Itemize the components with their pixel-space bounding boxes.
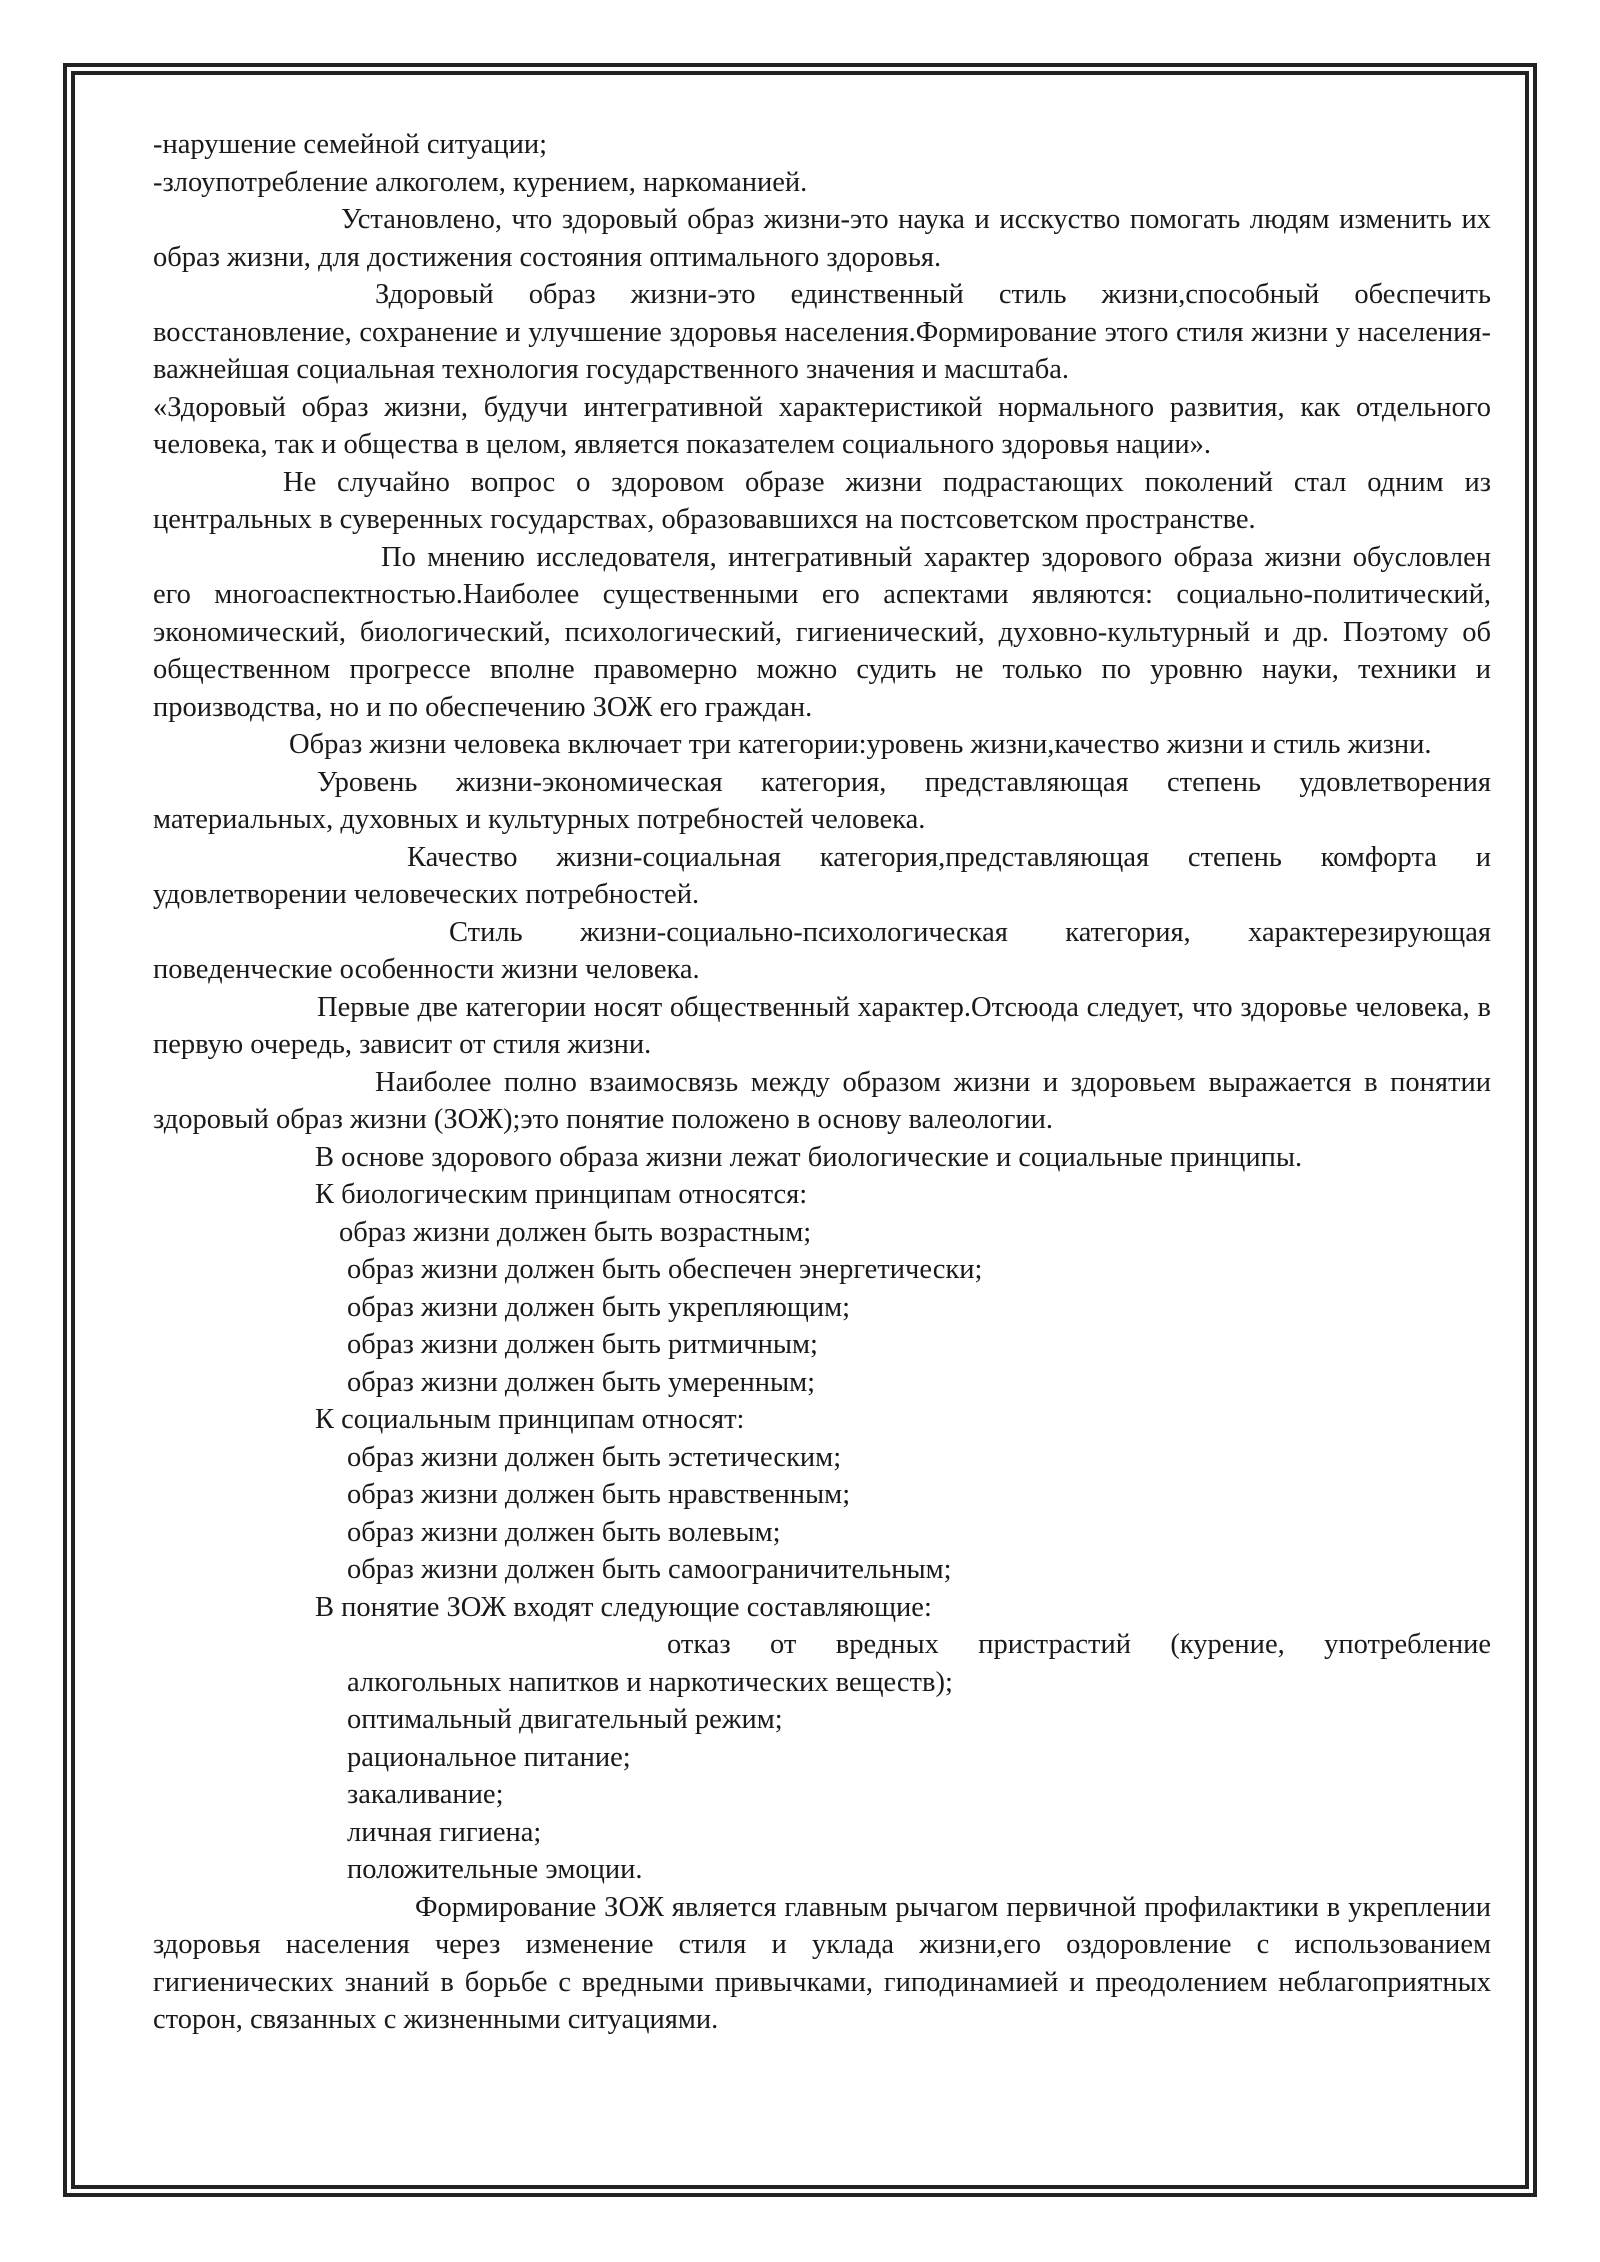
list-item: образ жизни должен быть возрастным;	[339, 1216, 812, 1248]
list-item: образ жизни должен быть умеренным;	[347, 1366, 816, 1398]
list-item: образ жизни должен быть нравственным;	[347, 1479, 851, 1510]
list-item: образ жизни должен быть самоограничительным;	[347, 1554, 952, 1585]
list-item: отказ от вредных пристрастий (курение, употребление алкогольных напитков и наркотических веществ);	[347, 1629, 1491, 1698]
list-item: образ жизни должен быть ритмичным;	[347, 1329, 818, 1360]
list-item: положительные эмоции.	[347, 1854, 643, 1885]
list-item: рациональное питание;	[347, 1741, 631, 1773]
paragraph-quote: «Здоровый образ жизни, будучи интегративной характеристикой нормального развития, как отдельного человека, так и общества в целом, является показателем социального здоровья нации».	[153, 391, 1491, 460]
paragraph: Наиболее полно взаимосвязь между образом жизни и здоровьем выражается в понятии здоровый образ жизни (ЗОЖ);это понятие положено в основу валеологии.	[153, 1066, 1491, 1135]
list-item: образ жизни должен быть волевым;	[347, 1516, 781, 1548]
list-item: личная гигиена;	[347, 1816, 542, 1848]
paragraph: Установлено, что здоровый образ жизни-это наука и исскуство помогать людям изменить их образ жизни, для достижения состояния оптимального здоровья.	[153, 204, 1491, 273]
list-item: образ жизни должен быть эстетическим;	[347, 1441, 842, 1473]
paragraph: Формирование ЗОЖ является главным рычагом первичной профилактики в укреплении здоровья населения через изменение стиля и уклада жизни,его оздоровление с использованием гигиенических знаний в борьбе с вредными привычками, гиподинамией и преодолением неблагоприятных сторон, связанных с жизненными ситуациями.	[153, 1891, 1491, 2035]
paragraph: Образ жизни человека включает три категории:уровень жизни,качество жизни и стиль жизни.	[289, 729, 1432, 760]
line: -нарушение семейной ситуации;	[153, 129, 548, 160]
list-item: образ жизни должен быть укрепляющим;	[347, 1291, 851, 1323]
list-heading-bio: К биологическим принципам относятся:	[315, 1179, 808, 1210]
paragraph: Стиль жизни-социально-психологическая категория, характерезирующая поведенческие особенности жизни человека.	[153, 916, 1491, 985]
line: -злоупотребление алкоголем, курением, наркоманией.	[153, 166, 808, 198]
list-item: оптимальный двигательный режим;	[347, 1704, 783, 1735]
paragraph: По мнению исследователя, интегративный характер здорового образа жизни обусловлен его многоаспектностью.Наиболее существенными его аспектами являются: социально-политический, экономический, биологический, психологический, гигиенический, духовно-культурный и др. Поэтому об общественном прогрессе вполне правомерно можно судить не только по уровню науки, техники и производства, но и по обеспечению ЗОЖ его граждан.	[153, 541, 1491, 723]
paragraph: Уровень жизни-экономическая категория, представляющая степень удовлетворения материальных, духовных и культурных потребностей человека.	[153, 766, 1491, 835]
paragraph: В основе здорового образа жизни лежат биологические и социальные принципы.	[315, 1141, 1303, 1173]
paragraph: Первые две категории носят общественный характер.Отсюода следует, что здоровье человека, в первую очередь, зависит от стиля жизни.	[153, 991, 1491, 1060]
list-item: образ жизни должен быть обеспечен энергетически;	[347, 1254, 983, 1285]
paragraph: Здоровый образ жизни-это единственный стиль жизни,способный обеспечить восстановление, сохранение и улучшение здоровья населения.Формирование этого стиля жизни у населения-важнейшая социальная технология государственного значения и масштаба.	[153, 279, 1491, 385]
paragraph: Качество жизни-социальная категория,представляющая степень комфорта и удовлетворении человеческих потребностей.	[153, 841, 1491, 910]
list-heading-soc: К социальным принципам относят:	[315, 1404, 745, 1435]
list-item: закаливание;	[347, 1779, 504, 1810]
document-body	[153, 126, 1491, 2039]
list-heading-components: В понятие ЗОЖ входят следующие составляющие:	[315, 1591, 932, 1623]
paragraph: Не случайно вопрос о здоровом образе жизни подрастающих поколений стал одним из центральных в суверенных государствах, образовавшихся на постсоветском пространстве.	[153, 466, 1491, 535]
